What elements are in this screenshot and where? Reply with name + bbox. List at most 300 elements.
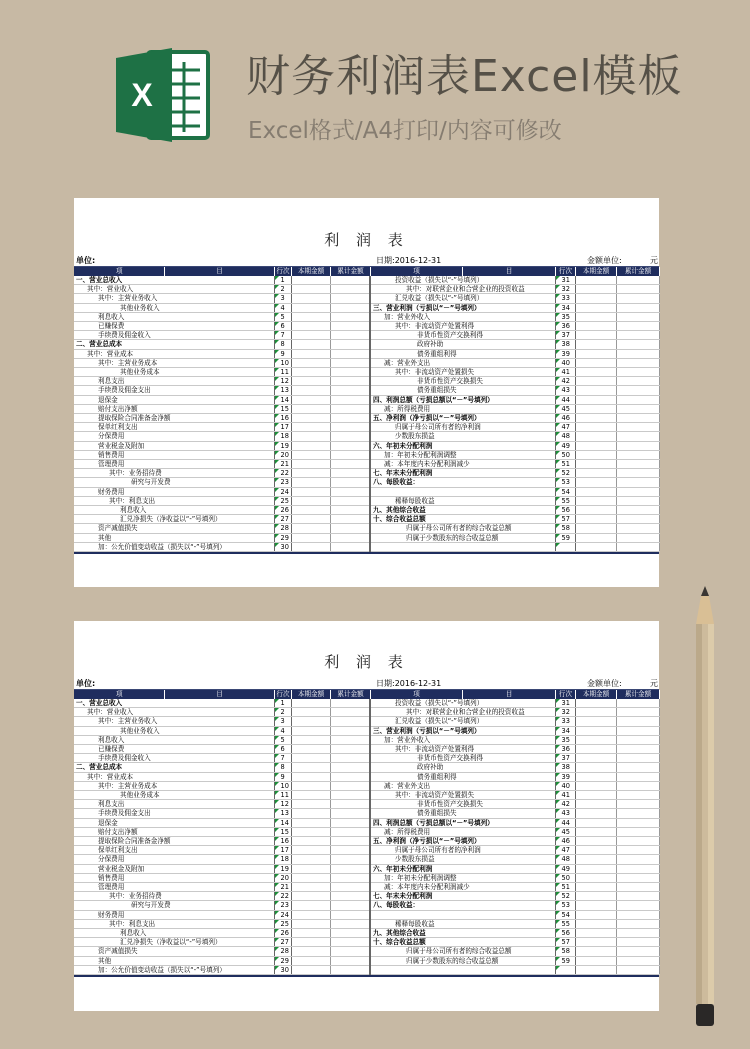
row-number: 5 xyxy=(274,312,291,321)
item-label: 其中：营业收入 xyxy=(74,708,274,717)
row-number: 20 xyxy=(274,450,291,459)
current-amount-cell[interactable] xyxy=(291,322,330,331)
current-amount-cell[interactable] xyxy=(575,846,616,855)
current-amount-cell[interactable] xyxy=(291,395,330,404)
current-amount-cell[interactable] xyxy=(575,368,616,377)
current-amount-cell[interactable] xyxy=(575,818,616,827)
current-amount-cell[interactable] xyxy=(291,487,330,496)
current-amount-cell[interactable] xyxy=(575,386,616,395)
row-number: 17 xyxy=(274,423,291,432)
cumulative-amount-cell[interactable] xyxy=(330,441,370,450)
cumulative-amount-cell[interactable] xyxy=(616,469,659,478)
current-amount-cell[interactable] xyxy=(575,883,616,892)
cumulative-amount-cell[interactable] xyxy=(330,276,370,285)
current-amount-cell[interactable] xyxy=(291,965,330,974)
current-amount-cell[interactable] xyxy=(291,873,330,882)
table-row xyxy=(74,818,659,827)
current-amount-cell[interactable] xyxy=(291,827,330,836)
cumulative-amount-cell[interactable] xyxy=(330,515,370,524)
current-amount-cell[interactable] xyxy=(291,524,330,533)
cumulative-amount-cell[interactable] xyxy=(330,506,370,515)
cumulative-amount-cell[interactable] xyxy=(330,873,370,882)
cumulative-amount-cell[interactable] xyxy=(616,726,659,735)
cumulative-amount-cell[interactable] xyxy=(616,929,659,938)
current-amount-cell[interactable] xyxy=(291,901,330,910)
current-amount-cell[interactable] xyxy=(291,441,330,450)
item-label: 减：本年度内未分配利润减少 xyxy=(370,460,555,469)
cumulative-amount-cell[interactable] xyxy=(616,303,659,312)
current-amount-cell[interactable] xyxy=(291,892,330,901)
row-number: 43 xyxy=(555,386,575,395)
cumulative-amount-cell[interactable] xyxy=(616,423,659,432)
current-amount-cell[interactable] xyxy=(575,533,616,542)
cumulative-amount-cell[interactable] xyxy=(330,965,370,974)
current-amount-cell[interactable] xyxy=(291,919,330,928)
cumulative-amount-cell[interactable] xyxy=(616,873,659,882)
cumulative-amount-cell[interactable] xyxy=(616,781,659,790)
cumulative-amount-cell[interactable] xyxy=(616,506,659,515)
cumulative-amount-cell[interactable] xyxy=(616,524,659,533)
cumulative-amount-cell[interactable] xyxy=(330,349,370,358)
cumulative-amount-cell[interactable] xyxy=(616,395,659,404)
current-amount-cell[interactable] xyxy=(575,800,616,809)
current-amount-cell[interactable] xyxy=(291,460,330,469)
item-label: 利息收入 xyxy=(74,929,274,938)
current-amount-cell[interactable] xyxy=(575,331,616,340)
cumulative-amount-cell[interactable] xyxy=(330,800,370,809)
cumulative-amount-cell[interactable] xyxy=(616,947,659,956)
current-amount-cell[interactable] xyxy=(575,496,616,505)
current-amount-cell[interactable] xyxy=(291,331,330,340)
cumulative-amount-cell[interactable] xyxy=(616,285,659,294)
cumulative-amount-cell[interactable] xyxy=(616,460,659,469)
cumulative-amount-cell[interactable] xyxy=(616,883,659,892)
cumulative-amount-cell[interactable] xyxy=(616,919,659,928)
item-label: 手续费及佣金收入 xyxy=(74,754,274,763)
current-amount-cell[interactable] xyxy=(291,340,330,349)
current-amount-cell[interactable] xyxy=(291,938,330,947)
current-amount-cell[interactable] xyxy=(291,772,330,781)
item-label: 非货币性资产交换损失 xyxy=(370,377,555,386)
cumulative-amount-cell[interactable] xyxy=(616,377,659,386)
cumulative-amount-cell[interactable] xyxy=(330,864,370,873)
current-amount-cell[interactable] xyxy=(575,340,616,349)
cumulative-amount-cell[interactable] xyxy=(616,312,659,321)
cumulative-amount-cell[interactable] xyxy=(330,791,370,800)
current-amount-cell[interactable] xyxy=(575,487,616,496)
current-amount-cell[interactable] xyxy=(291,791,330,800)
cumulative-amount-cell[interactable] xyxy=(330,947,370,956)
item-label: 六、年初未分配利润 xyxy=(370,441,555,450)
cumulative-amount-cell[interactable] xyxy=(330,414,370,423)
row-number: 1 xyxy=(274,276,291,285)
cumulative-amount-cell[interactable] xyxy=(616,515,659,524)
current-amount-cell[interactable] xyxy=(575,404,616,413)
cumulative-amount-cell[interactable] xyxy=(616,837,659,846)
current-amount-cell[interactable] xyxy=(291,386,330,395)
row-number: 45 xyxy=(555,404,575,413)
current-amount-cell[interactable] xyxy=(291,956,330,965)
current-amount-cell[interactable] xyxy=(575,285,616,294)
current-amount-cell[interactable] xyxy=(291,800,330,809)
cumulative-amount-cell[interactable] xyxy=(616,368,659,377)
cumulative-amount-cell[interactable] xyxy=(330,938,370,947)
cumulative-amount-cell[interactable] xyxy=(616,846,659,855)
current-amount-cell[interactable] xyxy=(575,745,616,754)
row-number: 26 xyxy=(274,929,291,938)
current-amount-cell[interactable] xyxy=(291,837,330,846)
item-label: 财务费用 xyxy=(74,910,274,919)
cumulative-amount-cell[interactable] xyxy=(330,450,370,459)
sheet-title: 利 润 表 xyxy=(324,653,409,671)
item-label: 分保费用 xyxy=(74,855,274,864)
current-amount-cell[interactable] xyxy=(291,506,330,515)
cumulative-amount-cell[interactable] xyxy=(616,542,659,551)
cumulative-amount-cell[interactable] xyxy=(330,487,370,496)
current-amount-cell[interactable] xyxy=(291,855,330,864)
current-amount-cell[interactable] xyxy=(575,956,616,965)
cumulative-amount-cell[interactable] xyxy=(330,827,370,836)
current-amount-cell[interactable] xyxy=(291,726,330,735)
current-amount-cell[interactable] xyxy=(291,699,330,708)
cumulative-amount-cell[interactable] xyxy=(616,358,659,367)
cumulative-amount-cell[interactable] xyxy=(330,294,370,303)
current-amount-cell[interactable] xyxy=(575,892,616,901)
current-amount-cell[interactable] xyxy=(575,754,616,763)
cumulative-amount-cell[interactable] xyxy=(616,414,659,423)
row-number: 38 xyxy=(555,340,575,349)
current-amount-cell[interactable] xyxy=(575,432,616,441)
cumulative-amount-cell[interactable] xyxy=(616,349,659,358)
current-amount-cell[interactable] xyxy=(291,432,330,441)
current-amount-cell[interactable] xyxy=(291,414,330,423)
current-amount-cell[interactable] xyxy=(291,368,330,377)
cumulative-amount-cell[interactable] xyxy=(616,487,659,496)
item-label: 其中：业务招待费 xyxy=(74,469,274,478)
current-amount-cell[interactable] xyxy=(291,469,330,478)
current-amount-cell[interactable] xyxy=(575,791,616,800)
item-label: 手续费及佣金支出 xyxy=(74,386,274,395)
current-amount-cell[interactable] xyxy=(575,965,616,974)
amount-unit-label: 金额单位: xyxy=(587,256,622,265)
cumulative-amount-cell[interactable] xyxy=(330,395,370,404)
cumulative-amount-cell[interactable] xyxy=(616,322,659,331)
cumulative-amount-cell[interactable] xyxy=(616,910,659,919)
cumulative-amount-cell[interactable] xyxy=(330,781,370,790)
cumulative-amount-cell[interactable] xyxy=(616,708,659,717)
row-number: 18 xyxy=(274,432,291,441)
current-amount-cell[interactable] xyxy=(291,947,330,956)
item-label: 八、每股收益： xyxy=(370,901,555,910)
cumulative-amount-cell[interactable] xyxy=(330,496,370,505)
current-amount-cell[interactable] xyxy=(575,726,616,735)
cumulative-amount-cell[interactable] xyxy=(330,524,370,533)
cumulative-amount-cell[interactable] xyxy=(616,818,659,827)
cumulative-amount-cell[interactable] xyxy=(330,478,370,487)
cumulative-amount-cell[interactable] xyxy=(616,735,659,744)
cumulative-amount-cell[interactable] xyxy=(616,441,659,450)
cumulative-amount-cell[interactable] xyxy=(330,763,370,772)
cumulative-amount-cell[interactable] xyxy=(616,386,659,395)
cumulative-amount-cell[interactable] xyxy=(330,855,370,864)
cumulative-amount-cell[interactable] xyxy=(330,423,370,432)
current-amount-cell[interactable] xyxy=(575,781,616,790)
cumulative-amount-cell[interactable] xyxy=(616,478,659,487)
current-amount-cell[interactable] xyxy=(575,873,616,882)
cumulative-amount-cell[interactable] xyxy=(616,331,659,340)
cumulative-amount-cell[interactable] xyxy=(330,699,370,708)
cumulative-amount-cell[interactable] xyxy=(330,901,370,910)
row-number: 48 xyxy=(555,432,575,441)
current-amount-cell[interactable] xyxy=(291,809,330,818)
cumulative-amount-cell[interactable] xyxy=(616,404,659,413)
current-amount-cell[interactable] xyxy=(291,754,330,763)
table-row xyxy=(74,754,659,763)
item-label: 七、年末未分配利润 xyxy=(370,469,555,478)
current-amount-cell[interactable] xyxy=(291,708,330,717)
row-number: 27 xyxy=(274,938,291,947)
cumulative-amount-cell[interactable] xyxy=(330,285,370,294)
current-amount-cell[interactable] xyxy=(575,377,616,386)
current-amount-cell[interactable] xyxy=(575,303,616,312)
cumulative-amount-cell[interactable] xyxy=(616,956,659,965)
cumulative-amount-cell[interactable] xyxy=(616,855,659,864)
current-amount-cell[interactable] xyxy=(575,910,616,919)
cumulative-amount-cell[interactable] xyxy=(616,745,659,754)
cumulative-amount-cell[interactable] xyxy=(616,901,659,910)
cumulative-amount-cell[interactable] xyxy=(330,754,370,763)
current-amount-cell[interactable] xyxy=(291,515,330,524)
current-amount-cell[interactable] xyxy=(291,910,330,919)
row-number: 43 xyxy=(555,809,575,818)
row-number: 37 xyxy=(555,331,575,340)
cumulative-amount-cell[interactable] xyxy=(330,708,370,717)
item-label: 二、营业总成本 xyxy=(74,340,274,349)
item-label: 其他业务收入 xyxy=(74,303,274,312)
cumulative-amount-cell[interactable] xyxy=(330,772,370,781)
cumulative-amount-cell[interactable] xyxy=(330,340,370,349)
cumulative-amount-cell[interactable] xyxy=(330,404,370,413)
table-row xyxy=(74,855,659,864)
table-row xyxy=(74,956,659,965)
row-number: 3 xyxy=(274,294,291,303)
current-amount-cell[interactable] xyxy=(291,312,330,321)
cumulative-amount-cell[interactable] xyxy=(616,892,659,901)
cumulative-amount-cell[interactable] xyxy=(616,763,659,772)
column-header: 本期金额 xyxy=(291,267,330,276)
item-label: 归属于母公司所有者的净利润 xyxy=(370,423,555,432)
current-amount-cell[interactable] xyxy=(575,938,616,947)
current-amount-cell[interactable] xyxy=(575,809,616,818)
cumulative-amount-cell[interactable] xyxy=(330,377,370,386)
current-amount-cell[interactable] xyxy=(575,460,616,469)
current-amount-cell[interactable] xyxy=(575,294,616,303)
cumulative-amount-cell[interactable] xyxy=(330,533,370,542)
current-amount-cell[interactable] xyxy=(291,377,330,386)
cumulative-amount-cell[interactable] xyxy=(330,846,370,855)
cumulative-amount-cell[interactable] xyxy=(616,533,659,542)
current-amount-cell[interactable] xyxy=(291,285,330,294)
current-amount-cell[interactable] xyxy=(575,276,616,285)
cumulative-amount-cell[interactable] xyxy=(616,294,659,303)
cumulative-amount-cell[interactable] xyxy=(616,938,659,947)
current-amount-cell[interactable] xyxy=(575,542,616,551)
current-amount-cell[interactable] xyxy=(575,441,616,450)
current-amount-cell[interactable] xyxy=(291,781,330,790)
current-amount-cell[interactable] xyxy=(575,763,616,772)
current-amount-cell[interactable] xyxy=(291,735,330,744)
current-amount-cell[interactable] xyxy=(291,294,330,303)
page-subtitle: Excel格式/A4打印/内容可修改 xyxy=(248,118,562,144)
column-header: 行次 xyxy=(274,690,291,699)
current-amount-cell[interactable] xyxy=(291,349,330,358)
current-amount-cell[interactable] xyxy=(575,349,616,358)
current-amount-cell[interactable] xyxy=(575,929,616,938)
cumulative-amount-cell[interactable] xyxy=(330,358,370,367)
current-amount-cell[interactable] xyxy=(291,478,330,487)
cumulative-amount-cell[interactable] xyxy=(330,312,370,321)
current-amount-cell[interactable] xyxy=(291,745,330,754)
current-amount-cell[interactable] xyxy=(291,423,330,432)
column-header: 本期金额 xyxy=(291,690,330,699)
current-amount-cell[interactable] xyxy=(575,506,616,515)
current-amount-cell[interactable] xyxy=(575,358,616,367)
current-amount-cell[interactable] xyxy=(575,735,616,744)
cumulative-amount-cell[interactable] xyxy=(616,717,659,726)
cumulative-amount-cell[interactable] xyxy=(330,386,370,395)
cumulative-amount-cell[interactable] xyxy=(330,469,370,478)
current-amount-cell[interactable] xyxy=(575,322,616,331)
current-amount-cell[interactable] xyxy=(575,901,616,910)
current-amount-cell[interactable] xyxy=(575,515,616,524)
cumulative-amount-cell[interactable] xyxy=(330,956,370,965)
cumulative-amount-cell[interactable] xyxy=(330,745,370,754)
item-label: 利息支出 xyxy=(74,800,274,809)
cumulative-amount-cell[interactable] xyxy=(616,450,659,459)
cumulative-amount-cell[interactable] xyxy=(616,809,659,818)
current-amount-cell[interactable] xyxy=(575,450,616,459)
cumulative-amount-cell[interactable] xyxy=(330,432,370,441)
cumulative-amount-cell[interactable] xyxy=(616,432,659,441)
current-amount-cell[interactable] xyxy=(575,708,616,717)
current-amount-cell[interactable] xyxy=(291,864,330,873)
table-row xyxy=(74,303,659,312)
cumulative-amount-cell[interactable] xyxy=(330,460,370,469)
cumulative-amount-cell[interactable] xyxy=(616,791,659,800)
cumulative-amount-cell[interactable] xyxy=(330,717,370,726)
current-amount-cell[interactable] xyxy=(291,358,330,367)
cumulative-amount-cell[interactable] xyxy=(330,809,370,818)
current-amount-cell[interactable] xyxy=(291,276,330,285)
current-amount-cell[interactable] xyxy=(291,496,330,505)
current-amount-cell[interactable] xyxy=(575,947,616,956)
cumulative-amount-cell[interactable] xyxy=(616,864,659,873)
current-amount-cell[interactable] xyxy=(291,533,330,542)
cumulative-amount-cell[interactable] xyxy=(330,542,370,551)
cumulative-amount-cell[interactable] xyxy=(330,837,370,846)
item-label: 其中：非流动资产处置利得 xyxy=(370,745,555,754)
cumulative-amount-cell[interactable] xyxy=(616,772,659,781)
row-number: 6 xyxy=(274,745,291,754)
current-amount-cell[interactable] xyxy=(575,855,616,864)
current-amount-cell[interactable] xyxy=(291,846,330,855)
table-row xyxy=(74,515,659,524)
cumulative-amount-cell[interactable] xyxy=(330,726,370,735)
column-header: 项 xyxy=(370,267,462,276)
current-amount-cell[interactable] xyxy=(575,837,616,846)
cumulative-amount-cell[interactable] xyxy=(330,910,370,919)
cumulative-amount-cell[interactable] xyxy=(616,827,659,836)
current-amount-cell[interactable] xyxy=(575,524,616,533)
cumulative-amount-cell[interactable] xyxy=(330,735,370,744)
item-label: 稀释每股收益 xyxy=(370,919,555,928)
row-number: 42 xyxy=(555,800,575,809)
cumulative-amount-cell[interactable] xyxy=(616,340,659,349)
current-amount-cell[interactable] xyxy=(575,699,616,708)
item-label: 保单红利支出 xyxy=(74,423,274,432)
current-amount-cell[interactable] xyxy=(575,717,616,726)
cumulative-amount-cell[interactable] xyxy=(330,331,370,340)
item-label: 十、综合收益总额 xyxy=(370,938,555,947)
row-number: 46 xyxy=(555,414,575,423)
item-label: 其中：非流动资产处置损失 xyxy=(370,368,555,377)
current-amount-cell[interactable] xyxy=(291,542,330,551)
current-amount-cell[interactable] xyxy=(575,827,616,836)
item-label: 其他业务成本 xyxy=(74,368,274,377)
current-amount-cell[interactable] xyxy=(291,883,330,892)
cumulative-amount-cell[interactable] xyxy=(330,303,370,312)
cumulative-amount-cell[interactable] xyxy=(330,919,370,928)
current-amount-cell[interactable] xyxy=(291,929,330,938)
row-number: 56 xyxy=(555,929,575,938)
cumulative-amount-cell[interactable] xyxy=(616,800,659,809)
cumulative-amount-cell[interactable] xyxy=(330,929,370,938)
cumulative-amount-cell[interactable] xyxy=(330,818,370,827)
cumulative-amount-cell[interactable] xyxy=(616,965,659,974)
table-row xyxy=(74,791,659,800)
cumulative-amount-cell[interactable] xyxy=(616,754,659,763)
cumulative-amount-cell[interactable] xyxy=(616,496,659,505)
cumulative-amount-cell[interactable] xyxy=(616,276,659,285)
current-amount-cell[interactable] xyxy=(291,717,330,726)
current-amount-cell[interactable] xyxy=(575,414,616,423)
cumulative-amount-cell[interactable] xyxy=(616,699,659,708)
cumulative-amount-cell[interactable] xyxy=(330,322,370,331)
current-amount-cell[interactable] xyxy=(575,919,616,928)
current-amount-cell[interactable] xyxy=(575,395,616,404)
item-label: 其他业务成本 xyxy=(74,791,274,800)
current-amount-cell[interactable] xyxy=(291,450,330,459)
cumulative-amount-cell[interactable] xyxy=(330,368,370,377)
current-amount-cell[interactable] xyxy=(291,404,330,413)
row-number: 15 xyxy=(274,404,291,413)
current-amount-cell[interactable] xyxy=(291,763,330,772)
cumulative-amount-cell[interactable] xyxy=(330,892,370,901)
current-amount-cell[interactable] xyxy=(291,818,330,827)
cumulative-amount-cell[interactable] xyxy=(330,883,370,892)
current-amount-cell[interactable] xyxy=(575,478,616,487)
current-amount-cell[interactable] xyxy=(575,864,616,873)
current-amount-cell[interactable] xyxy=(575,469,616,478)
current-amount-cell[interactable] xyxy=(575,423,616,432)
current-amount-cell[interactable] xyxy=(575,772,616,781)
current-amount-cell[interactable] xyxy=(291,303,330,312)
row-number: 15 xyxy=(274,827,291,836)
current-amount-cell[interactable] xyxy=(575,312,616,321)
item-label: 其中：主营业务收入 xyxy=(74,294,274,303)
table-row xyxy=(74,432,659,441)
row-number: 59 xyxy=(555,533,575,542)
